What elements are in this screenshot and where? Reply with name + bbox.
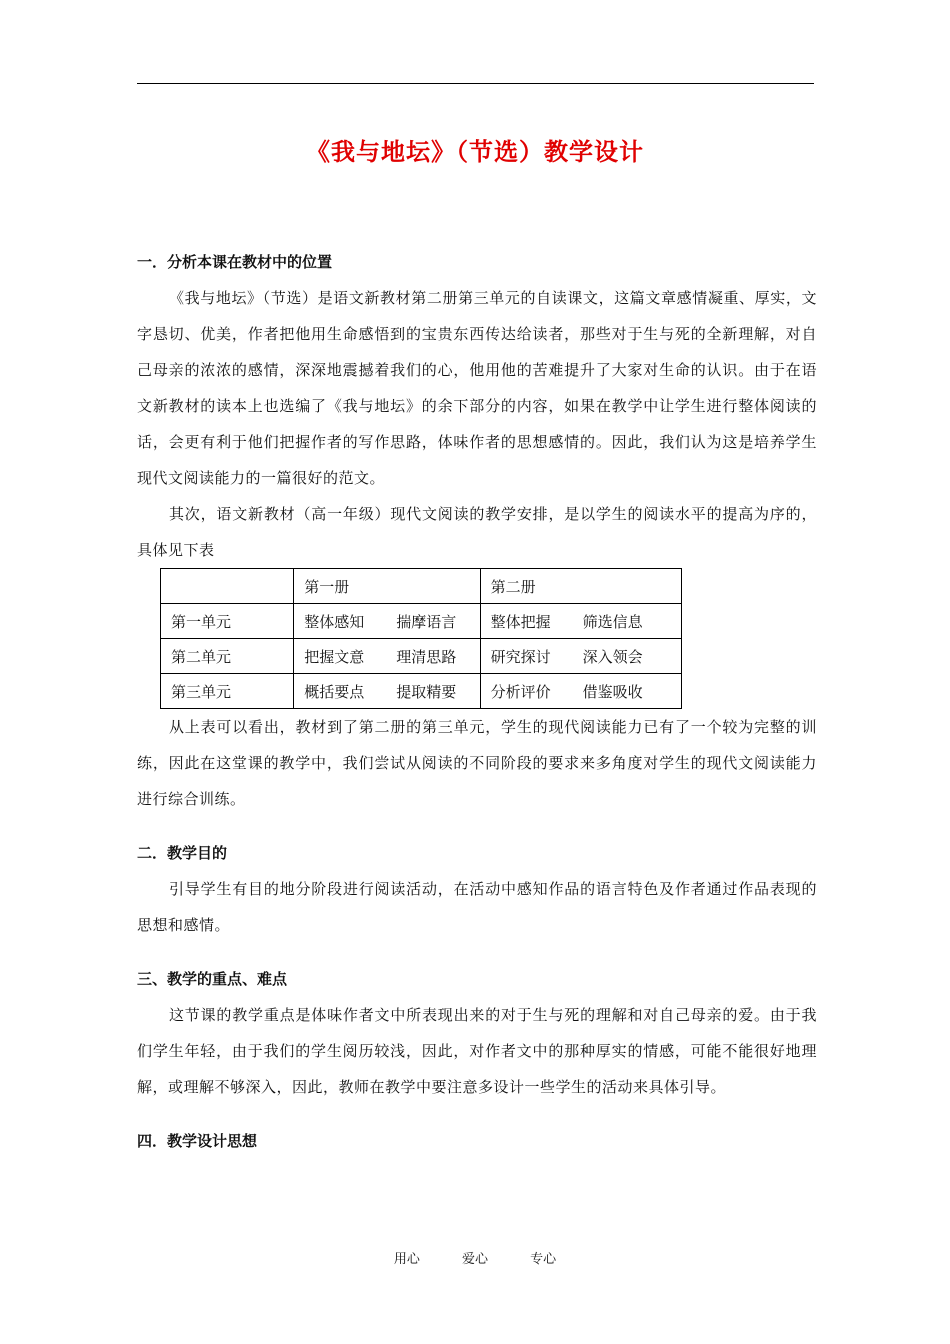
table-row [161, 674, 682, 709]
table-cell [294, 674, 480, 709]
section-heading-design: 四．教学设计思想 [137, 1132, 258, 1150]
skill-text: 揣摩语言 [396, 612, 457, 631]
paragraph-position-1: 《我与地坛》（节选）是语文新教材第二册第三单元的自读课文，这篇文章感情凝重、厚实，文字恳切、优美，作者把他用生命感悟到的宝贵东西传达给读者，那些对于生与死的全新理解，对自己母亲的浓浓的感情，深深地震撼着我们的心，他用他的苦难提升了大家对生命的认识。由于在语文新教材的读本上也选编了《我与地坛》的余下部分的内容，如果在教学中让学生进行整体阅读的话，会更有利于他们把握作者的写作思路，体味作者的思想感情的。因此，我们认为这是培养学生现代文阅读能力的一篇很好的范文。 [137, 289, 817, 487]
paragraph-goals: 引导学生有目的地分阶段进行阅读活动，在活动中感知作品的语言特色及作者通过作品表现的思想和感情。 [137, 880, 817, 934]
table-cell [480, 674, 681, 709]
table-unit-cell: 第三单元 [161, 674, 294, 709]
table-header-row [161, 569, 682, 604]
table-row [161, 604, 682, 639]
skill-text: 把握文意 [304, 647, 365, 666]
skill-text: 提取精要 [396, 682, 457, 701]
table-row [161, 639, 682, 674]
section-heading-goals: 二．教学目的 [137, 844, 228, 862]
document-body [137, 250, 817, 1153]
skill-text: 借鉴吸收 [582, 682, 643, 701]
skill-text: 理清思路 [396, 647, 457, 666]
section-heading-key-points: 三、教学的重点、难点 [137, 970, 288, 988]
page-footer [0, 1248, 950, 1267]
paragraph-key-points: 这节课的教学重点是体味作者文中所表现出来的对于生与死的理解和对自己母亲的爱。由于我们学生年轻，由于我们的学生阅历较浅，因此，对作者文中的那种厚实的情感，可能不能很好地理解，或理解不够深入，因此，教师在教学中要注意多设计一些学生的活动来具体引导。 [137, 1006, 817, 1096]
skill-text: 研究探讨 [490, 647, 551, 666]
header-rule [137, 83, 814, 84]
table-unit-cell: 第一单元 [161, 604, 294, 639]
table-cell [480, 639, 681, 674]
table-cell [294, 639, 480, 674]
footer-text: 专心 [530, 1252, 557, 1267]
document-title: 《我与地坛》（节选）教学设计 [306, 138, 644, 166]
skill-text: 筛选信息 [582, 612, 643, 631]
skill-text: 概括要点 [304, 682, 365, 701]
table-cell [161, 569, 294, 604]
table-cell [480, 604, 681, 639]
footer-text: 用心 [393, 1252, 420, 1267]
paragraph-position-3: 从上表可以看出，教材到了第二册的第三单元，学生的现代阅读能力已有了一个较为完整的训练，因此在这堂课的教学中，我们尝试从阅读的不同阶段的要求来多角度对学生的现代文阅读能力进行综合训练。 [137, 718, 817, 808]
footer-text: 爱心 [461, 1252, 488, 1267]
paragraph-position-2: 其次，语文新教材（高一年级）现代文阅读的教学安排，是以学生的阅读水平的提高为序的，具体见下表 [137, 505, 817, 559]
table-header-book2: 第二册 [480, 569, 681, 604]
section-heading-position: 一．分析本课在教材中的位置 [137, 253, 333, 271]
table-header-book1: 第一册 [294, 569, 480, 604]
skill-text: 深入领会 [582, 647, 643, 666]
reading-plan-table [160, 568, 682, 709]
skill-text: 分析评价 [490, 682, 551, 701]
skill-text: 整体感知 [304, 612, 365, 631]
table-cell [294, 604, 480, 639]
skill-text: 整体把握 [490, 612, 551, 631]
table-unit-cell: 第二单元 [161, 639, 294, 674]
